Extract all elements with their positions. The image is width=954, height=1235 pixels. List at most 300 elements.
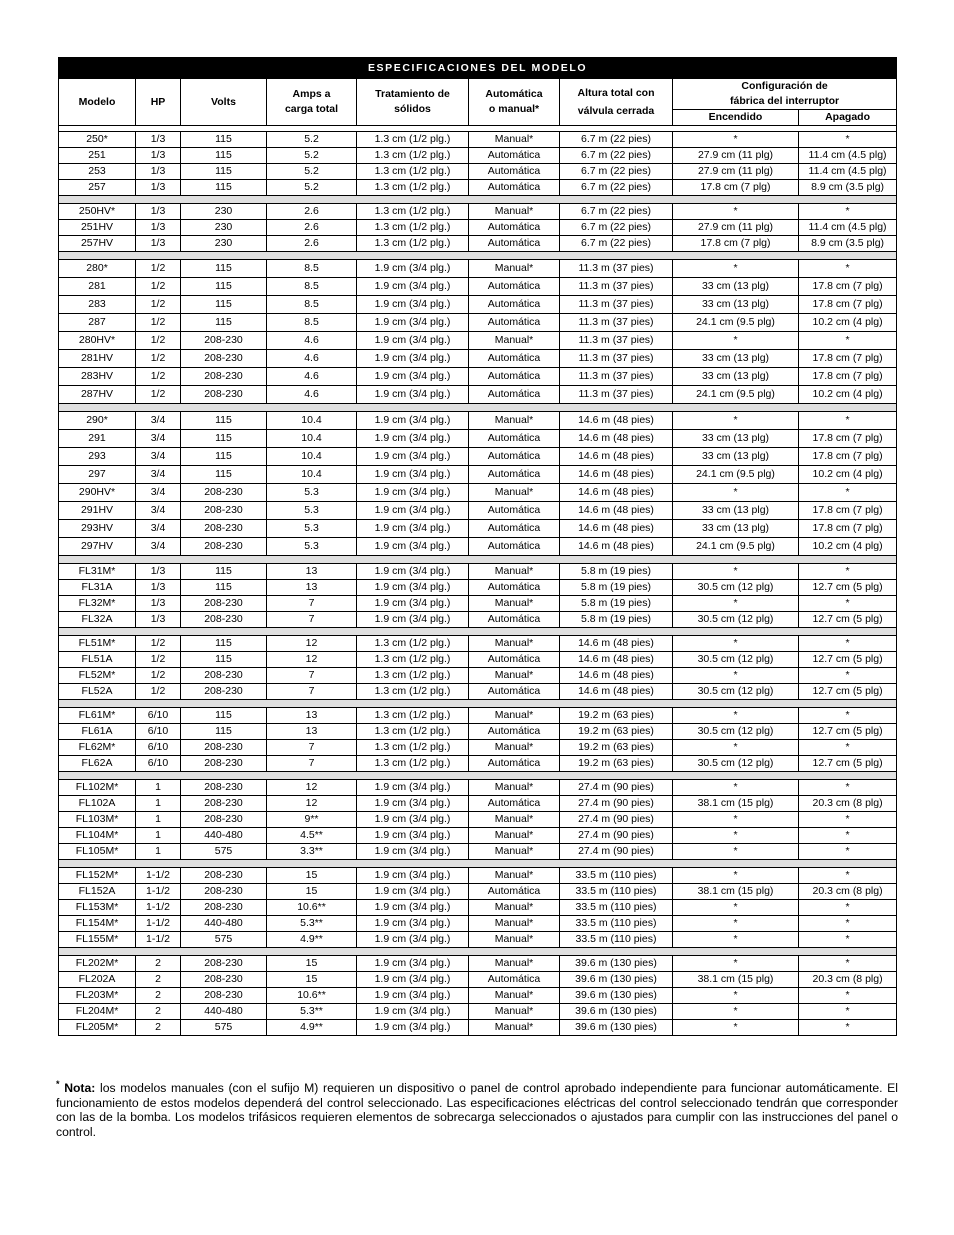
cell-apagado: * xyxy=(799,740,897,756)
cell-amps: 4.9** xyxy=(267,1020,357,1036)
cell-modo: Automática xyxy=(469,180,560,196)
cell-altura: 14.6 m (48 pies) xyxy=(560,668,673,684)
cell-amps: 4.9** xyxy=(267,932,357,948)
cell-amps: 7 xyxy=(267,756,357,772)
cell-volts: 230 xyxy=(181,236,267,252)
cell-amps: 15 xyxy=(267,868,357,884)
cell-tratamiento: 1.9 cm (3/4 plg.) xyxy=(357,448,469,466)
cell-modelo: 297 xyxy=(59,466,136,484)
cell-hp: 3/4 xyxy=(136,502,181,520)
cell-volts: 115 xyxy=(181,278,267,296)
cell-tratamiento: 1.3 cm (1/2 plg.) xyxy=(357,668,469,684)
cell-tratamiento: 1.9 cm (3/4 plg.) xyxy=(357,916,469,932)
cell-modo: Manual* xyxy=(469,900,560,916)
cell-encendido: 30.5 cm (12 plg) xyxy=(673,580,799,596)
cell-amps: 2.6 xyxy=(267,236,357,252)
cell-modelo: 283HV xyxy=(59,368,136,386)
cell-encendido: 24.1 cm (9.5 plg) xyxy=(673,386,799,404)
cell-altura: 19.2 m (63 pies) xyxy=(560,724,673,740)
table-row xyxy=(59,812,897,828)
cell-volts: 575 xyxy=(181,844,267,860)
cell-altura: 33.5 m (110 pies) xyxy=(560,916,673,932)
cell-amps: 4.6 xyxy=(267,368,357,386)
cell-encendido: * xyxy=(673,812,799,828)
cell-altura: 6.7 m (22 pies) xyxy=(560,164,673,180)
cell-volts: 115 xyxy=(181,466,267,484)
cell-altura: 6.7 m (22 pies) xyxy=(560,148,673,164)
cell-volts: 115 xyxy=(181,314,267,332)
cell-hp: 6/10 xyxy=(136,724,181,740)
cell-encendido: * xyxy=(673,412,799,430)
group-separator xyxy=(59,860,897,868)
cell-apagado: 17.8 cm (7 plg) xyxy=(799,430,897,448)
cell-modelo: FL31M* xyxy=(59,564,136,580)
cell-amps: 12 xyxy=(267,652,357,668)
cell-altura: 39.6 m (130 pies) xyxy=(560,988,673,1004)
header-configuracion-line1: Configuración de xyxy=(741,80,828,92)
cell-modelo: FL51A xyxy=(59,652,136,668)
cell-altura: 33.5 m (110 pies) xyxy=(560,900,673,916)
group-separator-cell xyxy=(59,948,897,956)
cell-modo: Automática xyxy=(469,148,560,164)
table-row xyxy=(59,780,897,796)
cell-modelo: FL105M* xyxy=(59,844,136,860)
cell-amps: 8.5 xyxy=(267,314,357,332)
table-row xyxy=(59,956,897,972)
cell-volts: 208-230 xyxy=(181,796,267,812)
cell-hp: 1/2 xyxy=(136,350,181,368)
cell-volts: 440-480 xyxy=(181,828,267,844)
cell-modelo: 293 xyxy=(59,448,136,466)
cell-amps: 15 xyxy=(267,972,357,988)
cell-tratamiento: 1.9 cm (3/4 plg.) xyxy=(357,386,469,404)
cell-modo: Manual* xyxy=(469,332,560,350)
cell-modelo: 251 xyxy=(59,148,136,164)
header-apagado: Apagado xyxy=(799,110,897,126)
cell-amps: 7 xyxy=(267,596,357,612)
cell-altura: 11.3 m (37 pies) xyxy=(560,368,673,386)
cell-modelo: 257 xyxy=(59,180,136,196)
cell-apagado: 17.8 cm (7 plg) xyxy=(799,278,897,296)
cell-modelo: 297HV xyxy=(59,538,136,556)
cell-hp: 1/3 xyxy=(136,148,181,164)
cell-apagado: * xyxy=(799,780,897,796)
cell-modo: Manual* xyxy=(469,988,560,1004)
cell-tratamiento: 1.9 cm (3/4 plg.) xyxy=(357,596,469,612)
cell-modelo: 280* xyxy=(59,260,136,278)
cell-tratamiento: 1.3 cm (1/2 plg.) xyxy=(357,652,469,668)
cell-modelo: FL155M* xyxy=(59,932,136,948)
cell-encendido: * xyxy=(673,708,799,724)
cell-hp: 2 xyxy=(136,1004,181,1020)
cell-volts: 208-230 xyxy=(181,668,267,684)
cell-hp: 1-1/2 xyxy=(136,932,181,948)
cell-altura: 14.6 m (48 pies) xyxy=(560,538,673,556)
table-title: ESPECIFICACIONES DEL MODELO xyxy=(59,58,897,79)
cell-altura: 27.4 m (90 pies) xyxy=(560,828,673,844)
group-separator-cell xyxy=(59,860,897,868)
cell-apagado: * xyxy=(799,204,897,220)
cell-volts: 208-230 xyxy=(181,368,267,386)
cell-tratamiento: 1.3 cm (1/2 plg.) xyxy=(357,164,469,180)
cell-tratamiento: 1.3 cm (1/2 plg.) xyxy=(357,724,469,740)
cell-modo: Automática xyxy=(469,520,560,538)
cell-amps: 2.6 xyxy=(267,220,357,236)
cell-volts: 208-230 xyxy=(181,538,267,556)
cell-amps: 10.4 xyxy=(267,412,357,430)
cell-hp: 2 xyxy=(136,988,181,1004)
cell-amps: 8.5 xyxy=(267,296,357,314)
cell-tratamiento: 1.9 cm (3/4 plg.) xyxy=(357,884,469,900)
cell-volts: 115 xyxy=(181,724,267,740)
cell-volts: 115 xyxy=(181,412,267,430)
footnote-star: * xyxy=(56,1079,60,1089)
cell-hp: 1/2 xyxy=(136,278,181,296)
cell-tratamiento: 1.9 cm (3/4 plg.) xyxy=(357,538,469,556)
cell-modo: Automática xyxy=(469,350,560,368)
cell-hp: 2 xyxy=(136,1020,181,1036)
cell-hp: 1/2 xyxy=(136,636,181,652)
table-row xyxy=(59,972,897,988)
cell-hp: 1/2 xyxy=(136,684,181,700)
cell-hp: 1/3 xyxy=(136,220,181,236)
cell-hp: 1/3 xyxy=(136,204,181,220)
cell-hp: 1/2 xyxy=(136,296,181,314)
cell-encendido: 24.1 cm (9.5 plg) xyxy=(673,538,799,556)
cell-altura: 14.6 m (48 pies) xyxy=(560,466,673,484)
cell-volts: 208-230 xyxy=(181,684,267,700)
cell-altura: 11.3 m (37 pies) xyxy=(560,386,673,404)
header-configuracion xyxy=(673,79,897,110)
cell-tratamiento: 1.9 cm (3/4 plg.) xyxy=(357,956,469,972)
cell-encendido: 30.5 cm (12 plg) xyxy=(673,652,799,668)
cell-tratamiento: 1.9 cm (3/4 plg.) xyxy=(357,466,469,484)
cell-modelo: FL153M* xyxy=(59,900,136,916)
cell-encendido: * xyxy=(673,780,799,796)
header-automatica-line2: o manual* xyxy=(488,103,540,115)
cell-amps: 5.3 xyxy=(267,484,357,502)
cell-modo: Automática xyxy=(469,368,560,386)
table-row xyxy=(59,612,897,628)
cell-modelo: FL152M* xyxy=(59,868,136,884)
header-tratamiento-line1: Tratamiento de xyxy=(375,88,450,100)
cell-modelo: 251HV xyxy=(59,220,136,236)
cell-modelo: FL62A xyxy=(59,756,136,772)
cell-modelo: 253 xyxy=(59,164,136,180)
cell-tratamiento: 1.9 cm (3/4 plg.) xyxy=(357,484,469,502)
cell-modelo: FL154M* xyxy=(59,916,136,932)
cell-hp: 3/4 xyxy=(136,430,181,448)
table-row xyxy=(59,412,897,430)
table-row xyxy=(59,724,897,740)
cell-encendido: 33 cm (13 plg) xyxy=(673,448,799,466)
header-configuracion-line2: fábrica del interruptor xyxy=(730,95,840,107)
cell-volts: 208-230 xyxy=(181,884,267,900)
cell-tratamiento: 1.3 cm (1/2 plg.) xyxy=(357,148,469,164)
cell-altura: 5.8 m (19 pies) xyxy=(560,612,673,628)
cell-modelo: FL104M* xyxy=(59,828,136,844)
table-row xyxy=(59,484,897,502)
cell-tratamiento: 1.3 cm (1/2 plg.) xyxy=(357,684,469,700)
cell-apagado: 11.4 cm (4.5 plg) xyxy=(799,220,897,236)
cell-modelo: 280HV* xyxy=(59,332,136,350)
cell-modelo: FL32M* xyxy=(59,596,136,612)
cell-amps: 4.5** xyxy=(267,828,357,844)
cell-hp: 1-1/2 xyxy=(136,916,181,932)
spec-table-container xyxy=(58,57,896,1036)
cell-encendido: 24.1 cm (9.5 plg) xyxy=(673,314,799,332)
cell-modelo: 287 xyxy=(59,314,136,332)
cell-tratamiento: 1.3 cm (1/2 plg.) xyxy=(357,756,469,772)
cell-encendido: 30.5 cm (12 plg) xyxy=(673,684,799,700)
cell-encendido: * xyxy=(673,740,799,756)
cell-modo: Manual* xyxy=(469,828,560,844)
cell-modelo: 287HV xyxy=(59,386,136,404)
cell-encendido: * xyxy=(673,596,799,612)
cell-modo: Automática xyxy=(469,296,560,314)
cell-amps: 12 xyxy=(267,796,357,812)
cell-hp: 1/3 xyxy=(136,164,181,180)
cell-modo: Manual* xyxy=(469,636,560,652)
footnote-label-text: Nota: xyxy=(64,1081,96,1096)
cell-hp: 1/3 xyxy=(136,596,181,612)
cell-tratamiento: 1.3 cm (1/2 plg.) xyxy=(357,708,469,724)
cell-hp: 3/4 xyxy=(136,538,181,556)
cell-tratamiento: 1.9 cm (3/4 plg.) xyxy=(357,1004,469,1020)
cell-apagado: 17.8 cm (7 plg) xyxy=(799,448,897,466)
cell-hp: 3/4 xyxy=(136,466,181,484)
cell-amps: 2.6 xyxy=(267,204,357,220)
cell-modo: Automática xyxy=(469,164,560,180)
cell-volts: 208-230 xyxy=(181,868,267,884)
cell-apagado: 12.7 cm (5 plg) xyxy=(799,652,897,668)
cell-hp: 1 xyxy=(136,812,181,828)
cell-tratamiento: 1.3 cm (1/2 plg.) xyxy=(357,220,469,236)
cell-amps: 5.2 xyxy=(267,148,357,164)
cell-modo: Automática xyxy=(469,972,560,988)
cell-hp: 1/2 xyxy=(136,332,181,350)
cell-volts: 208-230 xyxy=(181,596,267,612)
table-row xyxy=(59,596,897,612)
cell-modelo: 283 xyxy=(59,296,136,314)
cell-apagado: 17.8 cm (7 plg) xyxy=(799,296,897,314)
cell-altura: 39.6 m (130 pies) xyxy=(560,956,673,972)
cell-modo: Manual* xyxy=(469,916,560,932)
cell-tratamiento: 1.9 cm (3/4 plg.) xyxy=(357,844,469,860)
cell-volts: 208-230 xyxy=(181,612,267,628)
cell-altura: 14.6 m (48 pies) xyxy=(560,484,673,502)
cell-apagado: 12.7 cm (5 plg) xyxy=(799,580,897,596)
cell-volts: 208-230 xyxy=(181,988,267,1004)
cell-altura: 11.3 m (37 pies) xyxy=(560,260,673,278)
cell-tratamiento: 1.9 cm (3/4 plg.) xyxy=(357,296,469,314)
cell-hp: 1/3 xyxy=(136,580,181,596)
table-row xyxy=(59,350,897,368)
table-row xyxy=(59,386,897,404)
cell-volts: 208-230 xyxy=(181,812,267,828)
cell-hp: 1 xyxy=(136,780,181,796)
cell-tratamiento: 1.3 cm (1/2 plg.) xyxy=(357,204,469,220)
group-separator-cell xyxy=(59,628,897,636)
cell-altura: 27.4 m (90 pies) xyxy=(560,796,673,812)
cell-hp: 6/10 xyxy=(136,708,181,724)
group-separator-cell xyxy=(59,772,897,780)
cell-amps: 7 xyxy=(267,612,357,628)
cell-altura: 6.7 m (22 pies) xyxy=(560,236,673,252)
cell-encendido: * xyxy=(673,636,799,652)
cell-encendido: * xyxy=(673,260,799,278)
cell-apagado: * xyxy=(799,332,897,350)
cell-tratamiento: 1.9 cm (3/4 plg.) xyxy=(357,932,469,948)
cell-encendido: 33 cm (13 plg) xyxy=(673,278,799,296)
cell-altura: 14.6 m (48 pies) xyxy=(560,502,673,520)
cell-volts: 115 xyxy=(181,430,267,448)
group-separator xyxy=(59,700,897,708)
cell-amps: 10.6** xyxy=(267,988,357,1004)
table-row xyxy=(59,448,897,466)
table-row xyxy=(59,756,897,772)
cell-volts: 115 xyxy=(181,296,267,314)
table-row xyxy=(59,466,897,484)
cell-modo: Manual* xyxy=(469,932,560,948)
cell-apagado: * xyxy=(799,916,897,932)
cell-hp: 1/2 xyxy=(136,260,181,278)
cell-encendido: * xyxy=(673,916,799,932)
cell-apagado: 10.2 cm (4 plg) xyxy=(799,466,897,484)
cell-amps: 10.4 xyxy=(267,430,357,448)
cell-tratamiento: 1.9 cm (3/4 plg.) xyxy=(357,780,469,796)
cell-modo: Automática xyxy=(469,430,560,448)
cell-modelo: FL51M* xyxy=(59,636,136,652)
cell-modelo: 291HV xyxy=(59,502,136,520)
table-row xyxy=(59,868,897,884)
table-row xyxy=(59,430,897,448)
cell-modelo: 250HV* xyxy=(59,204,136,220)
cell-encendido: 30.5 cm (12 plg) xyxy=(673,724,799,740)
cell-modelo: FL202A xyxy=(59,972,136,988)
cell-volts: 208-230 xyxy=(181,972,267,988)
cell-apagado: 20.3 cm (8 plg) xyxy=(799,972,897,988)
cell-tratamiento: 1.9 cm (3/4 plg.) xyxy=(357,412,469,430)
cell-modelo: FL61M* xyxy=(59,708,136,724)
group-separator xyxy=(59,404,897,412)
cell-modelo: 250* xyxy=(59,132,136,148)
cell-modelo: 290* xyxy=(59,412,136,430)
cell-apagado: 12.7 cm (5 plg) xyxy=(799,612,897,628)
cell-modo: Manual* xyxy=(469,812,560,828)
cell-amps: 8.5 xyxy=(267,260,357,278)
cell-volts: 115 xyxy=(181,652,267,668)
table-row xyxy=(59,368,897,386)
header-modelo: Modelo xyxy=(59,79,136,126)
table-body xyxy=(59,126,897,1036)
cell-modo: Manual* xyxy=(469,260,560,278)
cell-amps: 5.3** xyxy=(267,916,357,932)
cell-hp: 1/2 xyxy=(136,368,181,386)
cell-modo: Manual* xyxy=(469,132,560,148)
cell-apagado: 12.7 cm (5 plg) xyxy=(799,684,897,700)
cell-hp: 3/4 xyxy=(136,448,181,466)
cell-modo: Automática xyxy=(469,538,560,556)
cell-apagado: * xyxy=(799,868,897,884)
cell-tratamiento: 1.3 cm (1/2 plg.) xyxy=(357,740,469,756)
cell-hp: 1/3 xyxy=(136,180,181,196)
table-row xyxy=(59,180,897,196)
cell-altura: 6.7 m (22 pies) xyxy=(560,180,673,196)
cell-altura: 11.3 m (37 pies) xyxy=(560,296,673,314)
cell-modo: Manual* xyxy=(469,596,560,612)
table-row xyxy=(59,1004,897,1020)
cell-amps: 13 xyxy=(267,708,357,724)
cell-encendido: 38.1 cm (15 plg) xyxy=(673,972,799,988)
cell-tratamiento: 1.9 cm (3/4 plg.) xyxy=(357,350,469,368)
cell-altura: 14.6 m (48 pies) xyxy=(560,520,673,538)
cell-modelo: 291 xyxy=(59,430,136,448)
cell-amps: 5.3 xyxy=(267,520,357,538)
cell-modelo: 281 xyxy=(59,278,136,296)
cell-encendido: 33 cm (13 plg) xyxy=(673,430,799,448)
table-row xyxy=(59,988,897,1004)
header-tratamiento-line2: sólidos xyxy=(394,103,431,115)
cell-apagado: * xyxy=(799,812,897,828)
table-row xyxy=(59,332,897,350)
cell-hp: 6/10 xyxy=(136,740,181,756)
cell-encendido: 33 cm (13 plg) xyxy=(673,502,799,520)
cell-volts: 208-230 xyxy=(181,900,267,916)
cell-amps: 9** xyxy=(267,812,357,828)
cell-tratamiento: 1.9 cm (3/4 plg.) xyxy=(357,796,469,812)
table-row xyxy=(59,204,897,220)
cell-modelo: 290HV* xyxy=(59,484,136,502)
header-encendido: Encendido xyxy=(673,110,799,126)
cell-modo: Automática xyxy=(469,236,560,252)
cell-apagado: * xyxy=(799,484,897,502)
cell-modelo: FL32A xyxy=(59,612,136,628)
cell-apagado: * xyxy=(799,668,897,684)
cell-encendido: 33 cm (13 plg) xyxy=(673,296,799,314)
cell-tratamiento: 1.9 cm (3/4 plg.) xyxy=(357,580,469,596)
cell-tratamiento: 1.9 cm (3/4 plg.) xyxy=(357,900,469,916)
cell-modelo: FL52A xyxy=(59,684,136,700)
cell-apagado: * xyxy=(799,1004,897,1020)
cell-amps: 10.6** xyxy=(267,900,357,916)
cell-altura: 11.3 m (37 pies) xyxy=(560,314,673,332)
cell-modo: Manual* xyxy=(469,204,560,220)
cell-apagado: 17.8 cm (7 plg) xyxy=(799,520,897,538)
header-automatica-line1: Automática xyxy=(485,88,543,100)
cell-apagado: 17.8 cm (7 plg) xyxy=(799,350,897,368)
cell-hp: 1/2 xyxy=(136,386,181,404)
header-amps xyxy=(267,79,357,126)
table-row xyxy=(59,932,897,948)
cell-volts: 208-230 xyxy=(181,502,267,520)
cell-modelo: FL62M* xyxy=(59,740,136,756)
cell-amps: 7 xyxy=(267,684,357,700)
cell-apagado: 20.3 cm (8 plg) xyxy=(799,884,897,900)
model-spec-table xyxy=(58,57,897,1036)
cell-apagado: * xyxy=(799,956,897,972)
cell-apagado: 12.7 cm (5 plg) xyxy=(799,724,897,740)
cell-tratamiento: 1.3 cm (1/2 plg.) xyxy=(357,132,469,148)
table-row xyxy=(59,132,897,148)
cell-apagado: * xyxy=(799,412,897,430)
cell-modo: Manual* xyxy=(469,668,560,684)
cell-encendido: * xyxy=(673,668,799,684)
cell-hp: 1-1/2 xyxy=(136,884,181,900)
cell-modelo: FL61A xyxy=(59,724,136,740)
table-row xyxy=(59,580,897,596)
cell-encendido: * xyxy=(673,900,799,916)
